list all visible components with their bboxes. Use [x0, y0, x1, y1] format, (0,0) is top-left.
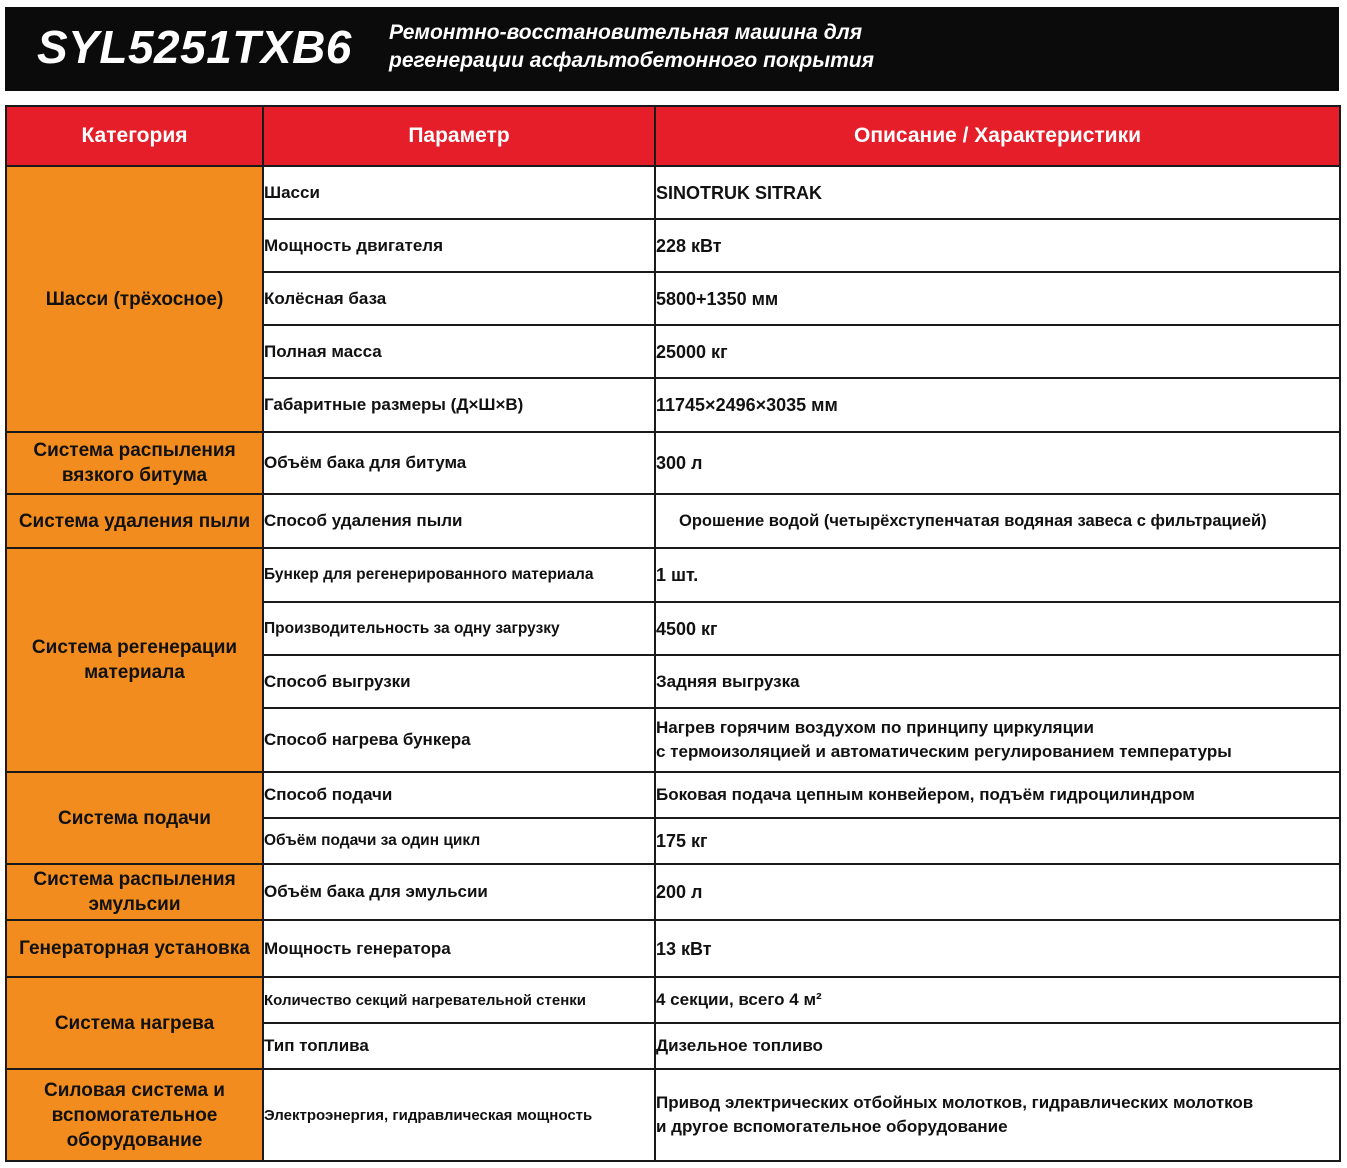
value-cell: 200 л — [655, 864, 1340, 920]
param-cell: Полная масса — [263, 325, 655, 378]
param-cell: Габаритные размеры (Д×Ш×В) — [263, 378, 655, 432]
table-row — [6, 977, 1340, 1023]
param-cell: Мощность генератора — [263, 920, 655, 977]
value-line-2: с термоизоляцией и автоматическим регулированием температуры — [656, 742, 1232, 761]
table-row — [6, 772, 1340, 818]
table-row — [6, 166, 1340, 219]
param-cell: Электроэнергия, гидравлическая мощность — [263, 1069, 655, 1161]
subtitle-line-1: Ремонтно-восстановительная машина для — [389, 21, 863, 44]
value-cell: 300 л — [655, 432, 1340, 494]
table-header-row — [6, 106, 1340, 166]
table-row — [6, 494, 1340, 548]
table-row — [6, 864, 1340, 920]
banner-subtitle — [389, 19, 874, 75]
value-cell: 228 кВт — [655, 219, 1340, 272]
param-cell: Способ удаления пыли — [263, 494, 655, 548]
value-cell: Задняя выгрузка — [655, 655, 1340, 708]
value-cell: 175 кг — [655, 818, 1340, 864]
category-emulsion: Система распыления эмульсии — [6, 864, 263, 920]
value-cell: Орошение водой (четырёхступенчатая водяная завеса с фильтрацией) — [655, 494, 1340, 548]
value-line-1: Привод электрических отбойных молотков, гидравлических молотков — [656, 1093, 1254, 1112]
param-cell: Способ нагрева бункера — [263, 708, 655, 772]
subtitle-line-2: регенерации асфальтобетонного покрытия — [389, 49, 874, 72]
header-category: Категория — [6, 106, 263, 166]
param-cell: Объём подачи за один цикл — [263, 818, 655, 864]
value-cell: Дизельное топливо — [655, 1023, 1340, 1069]
header-parameter: Параметр — [263, 106, 655, 166]
param-cell: Бункер для регенерированного материала — [263, 548, 655, 602]
category-bitumen: Система распыления вязкого битума — [6, 432, 263, 494]
value-cell: 11745×2496×3035 мм — [655, 378, 1340, 432]
value-line-2: и другое вспомогательное оборудование — [656, 1117, 1008, 1136]
param-cell: Способ подачи — [263, 772, 655, 818]
param-cell: Способ выгрузки — [263, 655, 655, 708]
table-row — [6, 432, 1340, 494]
param-cell: Тип топлива — [263, 1023, 655, 1069]
param-cell: Колёсная база — [263, 272, 655, 325]
param-cell: Шасси — [263, 166, 655, 219]
header-description: Описание / Характеристики — [655, 106, 1340, 166]
value-cell: 5800+1350 мм — [655, 272, 1340, 325]
param-cell: Производительность за одну загрузку — [263, 602, 655, 655]
table-row — [6, 548, 1340, 602]
category-dust: Система удаления пыли — [6, 494, 263, 548]
value-cell: 13 кВт — [655, 920, 1340, 977]
category-regeneration: Система регенерации материала — [6, 548, 263, 772]
value-line-1: Нагрев горячим воздухом по принципу циркуляции — [656, 718, 1094, 737]
param-cell: Объём бака для битума — [263, 432, 655, 494]
category-feed: Система подачи — [6, 772, 263, 864]
table-row — [6, 1069, 1340, 1161]
category-chassis: Шасси (трёхосное) — [6, 166, 263, 432]
value-cell: 4500 кг — [655, 602, 1340, 655]
value-cell — [655, 1069, 1340, 1161]
category-heating: Система нагрева — [6, 977, 263, 1069]
value-cell: 4 секции, всего 4 м² — [655, 977, 1340, 1023]
value-cell: Боковая подача цепным конвейером, подъём гидроцилиндром — [655, 772, 1340, 818]
param-cell: Количество секций нагревательной стенки — [263, 977, 655, 1023]
value-cell — [655, 708, 1340, 772]
value-cell: 25000 кг — [655, 325, 1340, 378]
category-generator: Генераторная установка — [6, 920, 263, 977]
model-title: SYL5251TXB6 — [37, 21, 352, 73]
value-cell: 1 шт. — [655, 548, 1340, 602]
category-power: Силовая система и вспомогательное оборудование — [6, 1069, 263, 1161]
title-banner — [5, 7, 1339, 91]
param-cell: Объём бака для эмульсии — [263, 864, 655, 920]
table-row — [6, 920, 1340, 977]
param-cell: Мощность двигателя — [263, 219, 655, 272]
spec-table — [5, 105, 1341, 1162]
value-cell: SINOTRUK SITRAK — [655, 166, 1340, 219]
